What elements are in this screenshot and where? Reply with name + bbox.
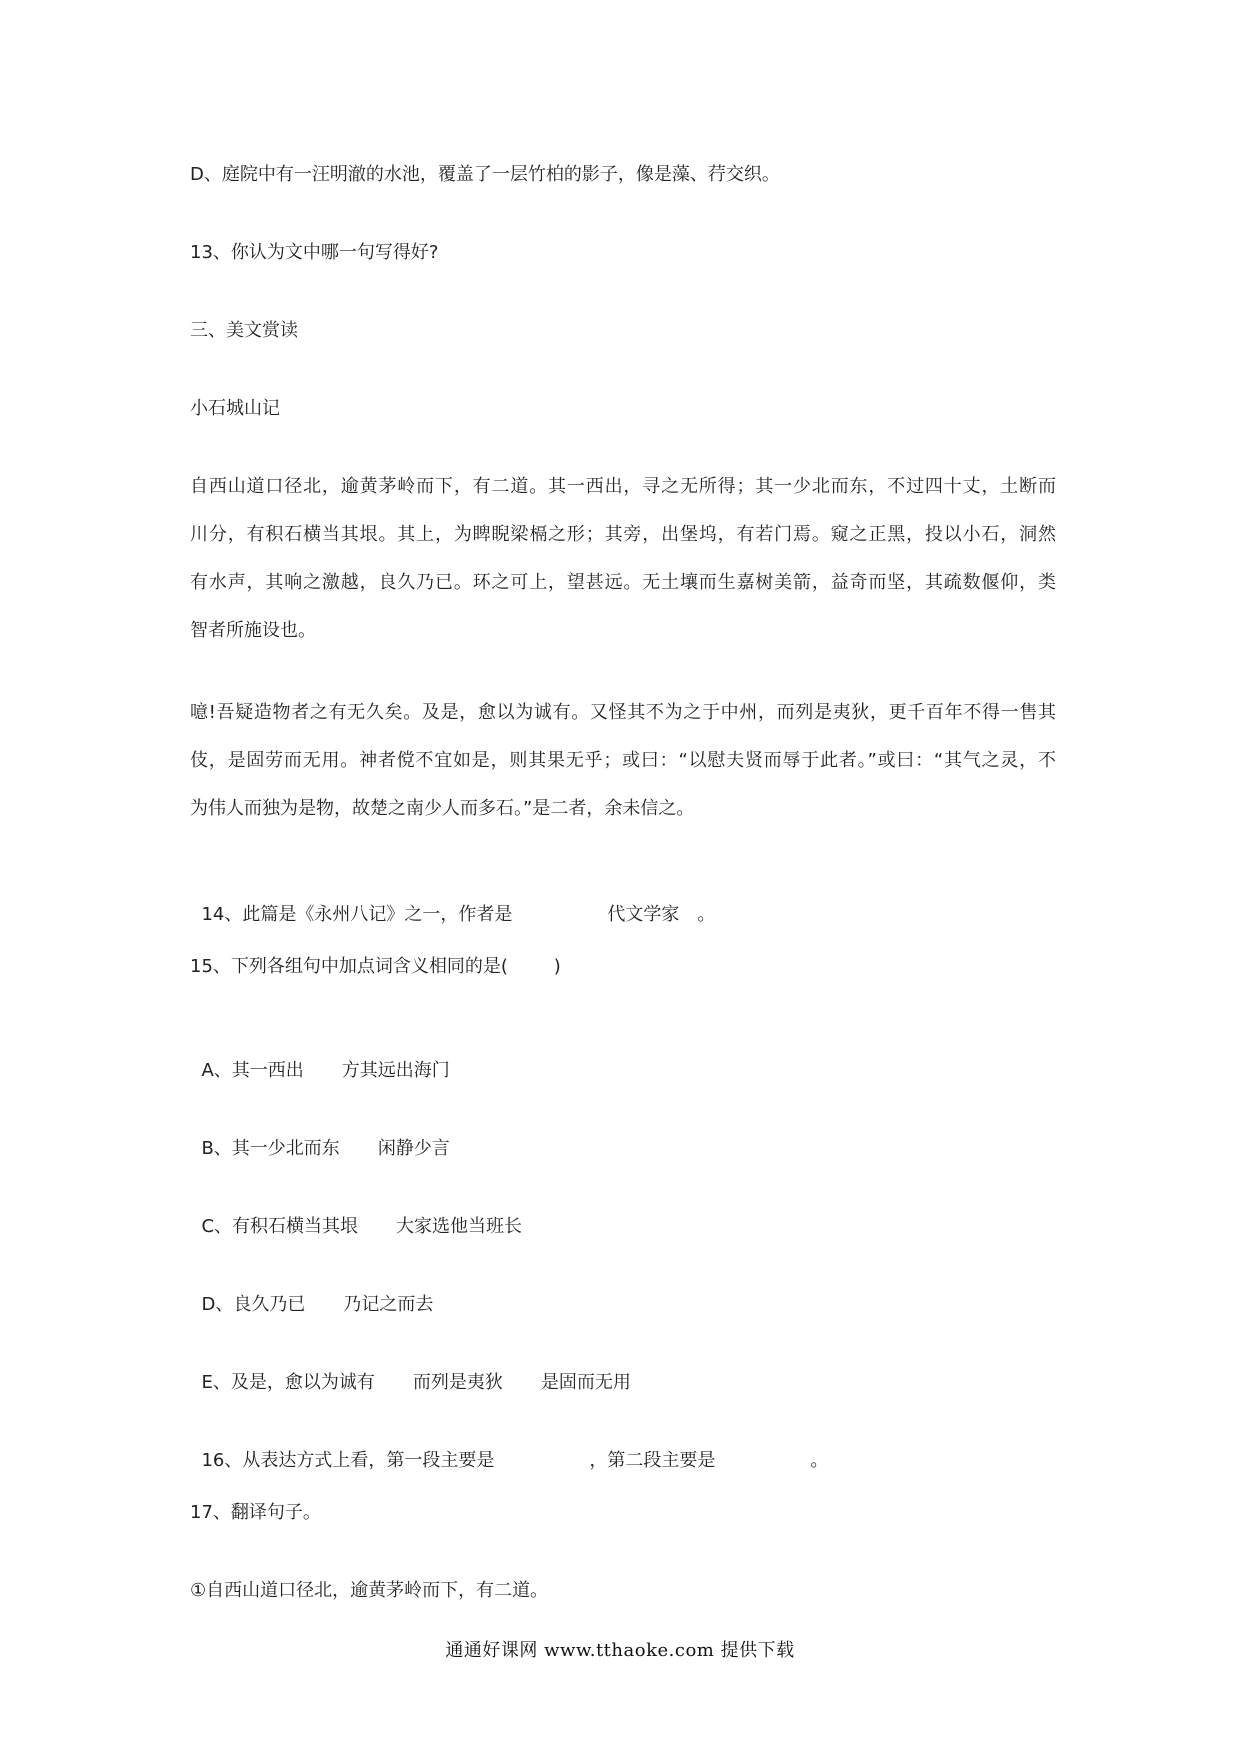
paragraph-line: 为伟人而独为是物，故楚之南少人而多石。”是二者，余未信之。 <box>190 798 695 819</box>
option-text: A、其一西出 <box>201 1060 304 1081</box>
section-heading: 三、美文赏读 <box>190 320 298 341</box>
question-14-text: 代文学家 <box>607 904 680 925</box>
q15-option-e <box>190 1344 631 1396</box>
question-16-text: ，第二段主要是 <box>589 1450 716 1471</box>
option-text: D、良久乃已 <box>201 1294 306 1315</box>
option-text: 是固而无用 <box>540 1372 631 1393</box>
option-text: 大家选他当班长 <box>396 1216 523 1237</box>
q15-option-c <box>190 1188 522 1240</box>
passage-title: 小石城山记 <box>190 398 280 419</box>
question-16-text: 。 <box>810 1450 829 1471</box>
question-15: 15、下列各组句中加点词含义相同的是( ) <box>190 956 561 977</box>
question-17: 17、翻译句子。 <box>190 1502 321 1523</box>
option-text: 闲静少言 <box>377 1138 450 1159</box>
option-text: 方其远出海门 <box>341 1060 450 1081</box>
page-footer: 通通好课网 www.tthaoke.com 提供下载 <box>445 1640 795 1661</box>
q15-option-a <box>190 1032 450 1084</box>
question-14 <box>190 876 715 928</box>
q12-option-d: D、庭院中有一汪明澈的水池，覆盖了一层竹柏的影子，像是藻、荇交织。 <box>190 164 780 185</box>
paragraph-line: 伎，是固劳而无用。神者傥不宜如是，则其果无乎；或曰：“以慰夫贤而辱于此者。”或曰：“其气之灵，不 <box>190 750 1056 771</box>
paragraph-line: 噫!吾疑造物者之有无久矣。及是，愈以为诚有。又怪其不为之于中州，而列是夷狄，更千百年不得一售其 <box>190 702 1056 723</box>
paragraph-line: 有水声，其响之激越，良久乃已。环之可上，望甚远。无土壤而生嘉树美箭，益奇而坚，其疏数偃仰，类 <box>190 572 1056 593</box>
option-text: 乃记之而去 <box>343 1294 434 1315</box>
question-14-text: 。 <box>697 904 716 925</box>
question-14-text: 14、此篇是《永州八记》之一，作者是 <box>201 904 513 925</box>
question-13: 13、你认为文中哪一句写得好? <box>190 242 439 263</box>
paragraph-line: 川分，有积石横当其垠。其上，为睥睨梁槅之形；其旁，出堡坞，有若门焉。窥之正黑，投以小石，洞然 <box>190 524 1056 545</box>
question-16-text: 16、从表达方式上看，第一段主要是 <box>201 1450 495 1471</box>
paragraph-line: 智者所施设也。 <box>190 620 316 641</box>
option-text: C、有积石横当其垠 <box>201 1216 359 1237</box>
paragraph-line: 自西山道口径北，逾黄茅岭而下，有二道。其一西出，寻之无所得；其一少北而东，不过四十丈，土断而 <box>190 476 1056 497</box>
question-16 <box>190 1422 828 1474</box>
option-text: E、及是，愈以为诚有 <box>201 1372 375 1393</box>
option-text: B、其一少北而东 <box>201 1138 340 1159</box>
option-text: 而列是夷狄 <box>412 1372 503 1393</box>
q15-option-d <box>190 1266 433 1318</box>
q15-option-b <box>190 1110 450 1162</box>
question-17-item-1: ①自西山道口径北，逾黄茅岭而下，有二道。 <box>190 1580 549 1601</box>
